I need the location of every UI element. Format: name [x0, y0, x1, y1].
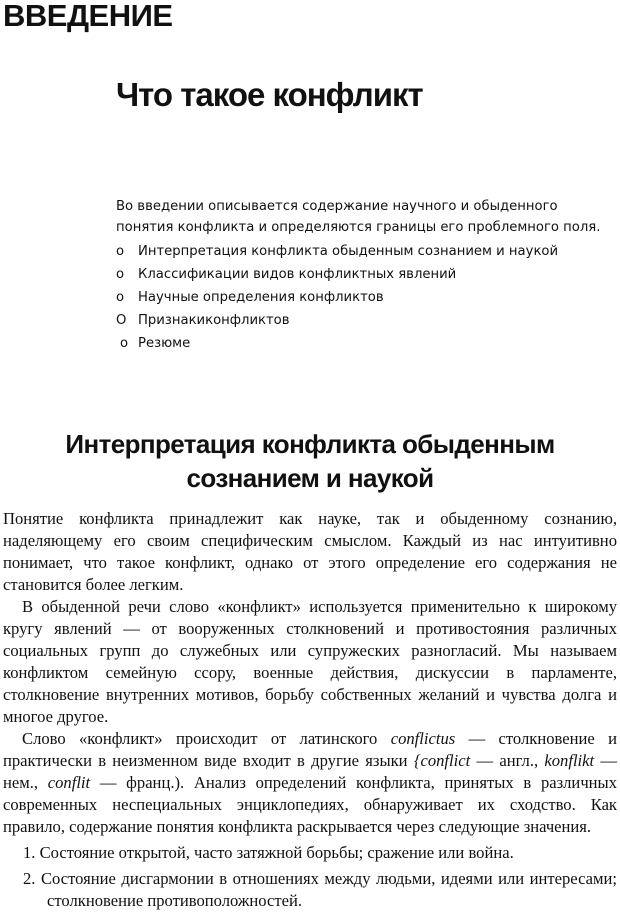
- toc-item-label: Научные определения конфликтов: [138, 290, 384, 305]
- section-heading-line2: сознанием и наукой: [186, 463, 434, 493]
- toc-item: [116, 332, 606, 355]
- list-item: [3, 868, 617, 912]
- p3-text: Слово «конфликт» происходит от латинского: [22, 729, 391, 748]
- chapter-toc: [116, 240, 606, 355]
- list-item-text: Состояние открытой, часто затяжной борьбы; сражение или война.: [39, 843, 514, 862]
- chapter-intro: [116, 196, 606, 355]
- section-heading-line1: Интерпретация конфликта обыденным: [65, 429, 555, 459]
- bullet-icon: o: [116, 290, 125, 305]
- english-term: {conflict: [413, 751, 471, 770]
- list-item-text: Состояние дисгармонии в отношениях между людьми, идеями или интересами; столкновение противоположностей.: [40, 869, 617, 910]
- section-label: ВВЕДЕНИЕ: [3, 0, 173, 33]
- p3-text: — англ.,: [470, 751, 545, 770]
- paragraph-1: Понятие конфликта принадлежит как науке, так и обыденному сознанию, наделяющему его своим специфическим смыслом. Каждый из нас интуитивно понимает, что такое конфликт, однако от этого определение его содержания не становится более легким.: [3, 509, 617, 594]
- section-body: [3, 508, 617, 916]
- french-term: conflit: [47, 773, 91, 792]
- bullet-icon: o: [116, 267, 125, 282]
- p3-text: — нем.,: [3, 751, 617, 792]
- bullet-icon: o: [120, 336, 129, 351]
- section-heading: [0, 427, 620, 495]
- toc-item-label: Признакиконфликтов: [138, 313, 290, 328]
- meanings-list: [3, 842, 617, 912]
- toc-item: [116, 240, 606, 263]
- german-term: konflikt: [544, 751, 595, 770]
- toc-item: [116, 263, 606, 286]
- p3-text: — столкновение и практически в неизменном виде входит в другие языки: [3, 729, 617, 770]
- paragraph-2: В обыденной речи слово «конфликт» используется применительно к широкому кругу явлений — от вооруженных столкновений и противостояния различных социальных групп до служебных или супружеских разногласий. Мы называем конфликтом семейную ссору, военные действия, дискуссии в парламенте, столкновение внутренних мотивов, борьбу собственных желаний и чувства долга и многое другое.: [3, 597, 617, 726]
- paragraph-3: [3, 728, 617, 838]
- bullet-icon: o: [116, 244, 125, 259]
- toc-item: [116, 309, 606, 332]
- toc-item-label: Резюме: [138, 336, 191, 351]
- toc-item: [116, 286, 606, 309]
- p3-text: — франц.). Анализ определений конфликта, принятых в различных современных неспециальных энциклопедиях, обнаруживает их сходство. Как правило, содержание понятия конфликта раскрывается через следующие значения.: [3, 773, 617, 836]
- intro-text: Во введении описывается содержание научного и обыденного понятия конфликта и определяются границы его проблемного поля.: [116, 199, 601, 235]
- toc-item-label: Классификации видов конфликтных явлений: [138, 267, 457, 282]
- list-number: 2.: [23, 869, 36, 888]
- chapter-title: Что такое конфликт: [116, 76, 423, 113]
- bullet-icon: O: [116, 313, 127, 328]
- list-number: 1.: [23, 843, 36, 862]
- toc-item-label: Интерпретация конфликта обыденным сознанием и наукой: [138, 244, 559, 259]
- latin-term: conflictus: [390, 729, 456, 748]
- list-item: [3, 842, 617, 864]
